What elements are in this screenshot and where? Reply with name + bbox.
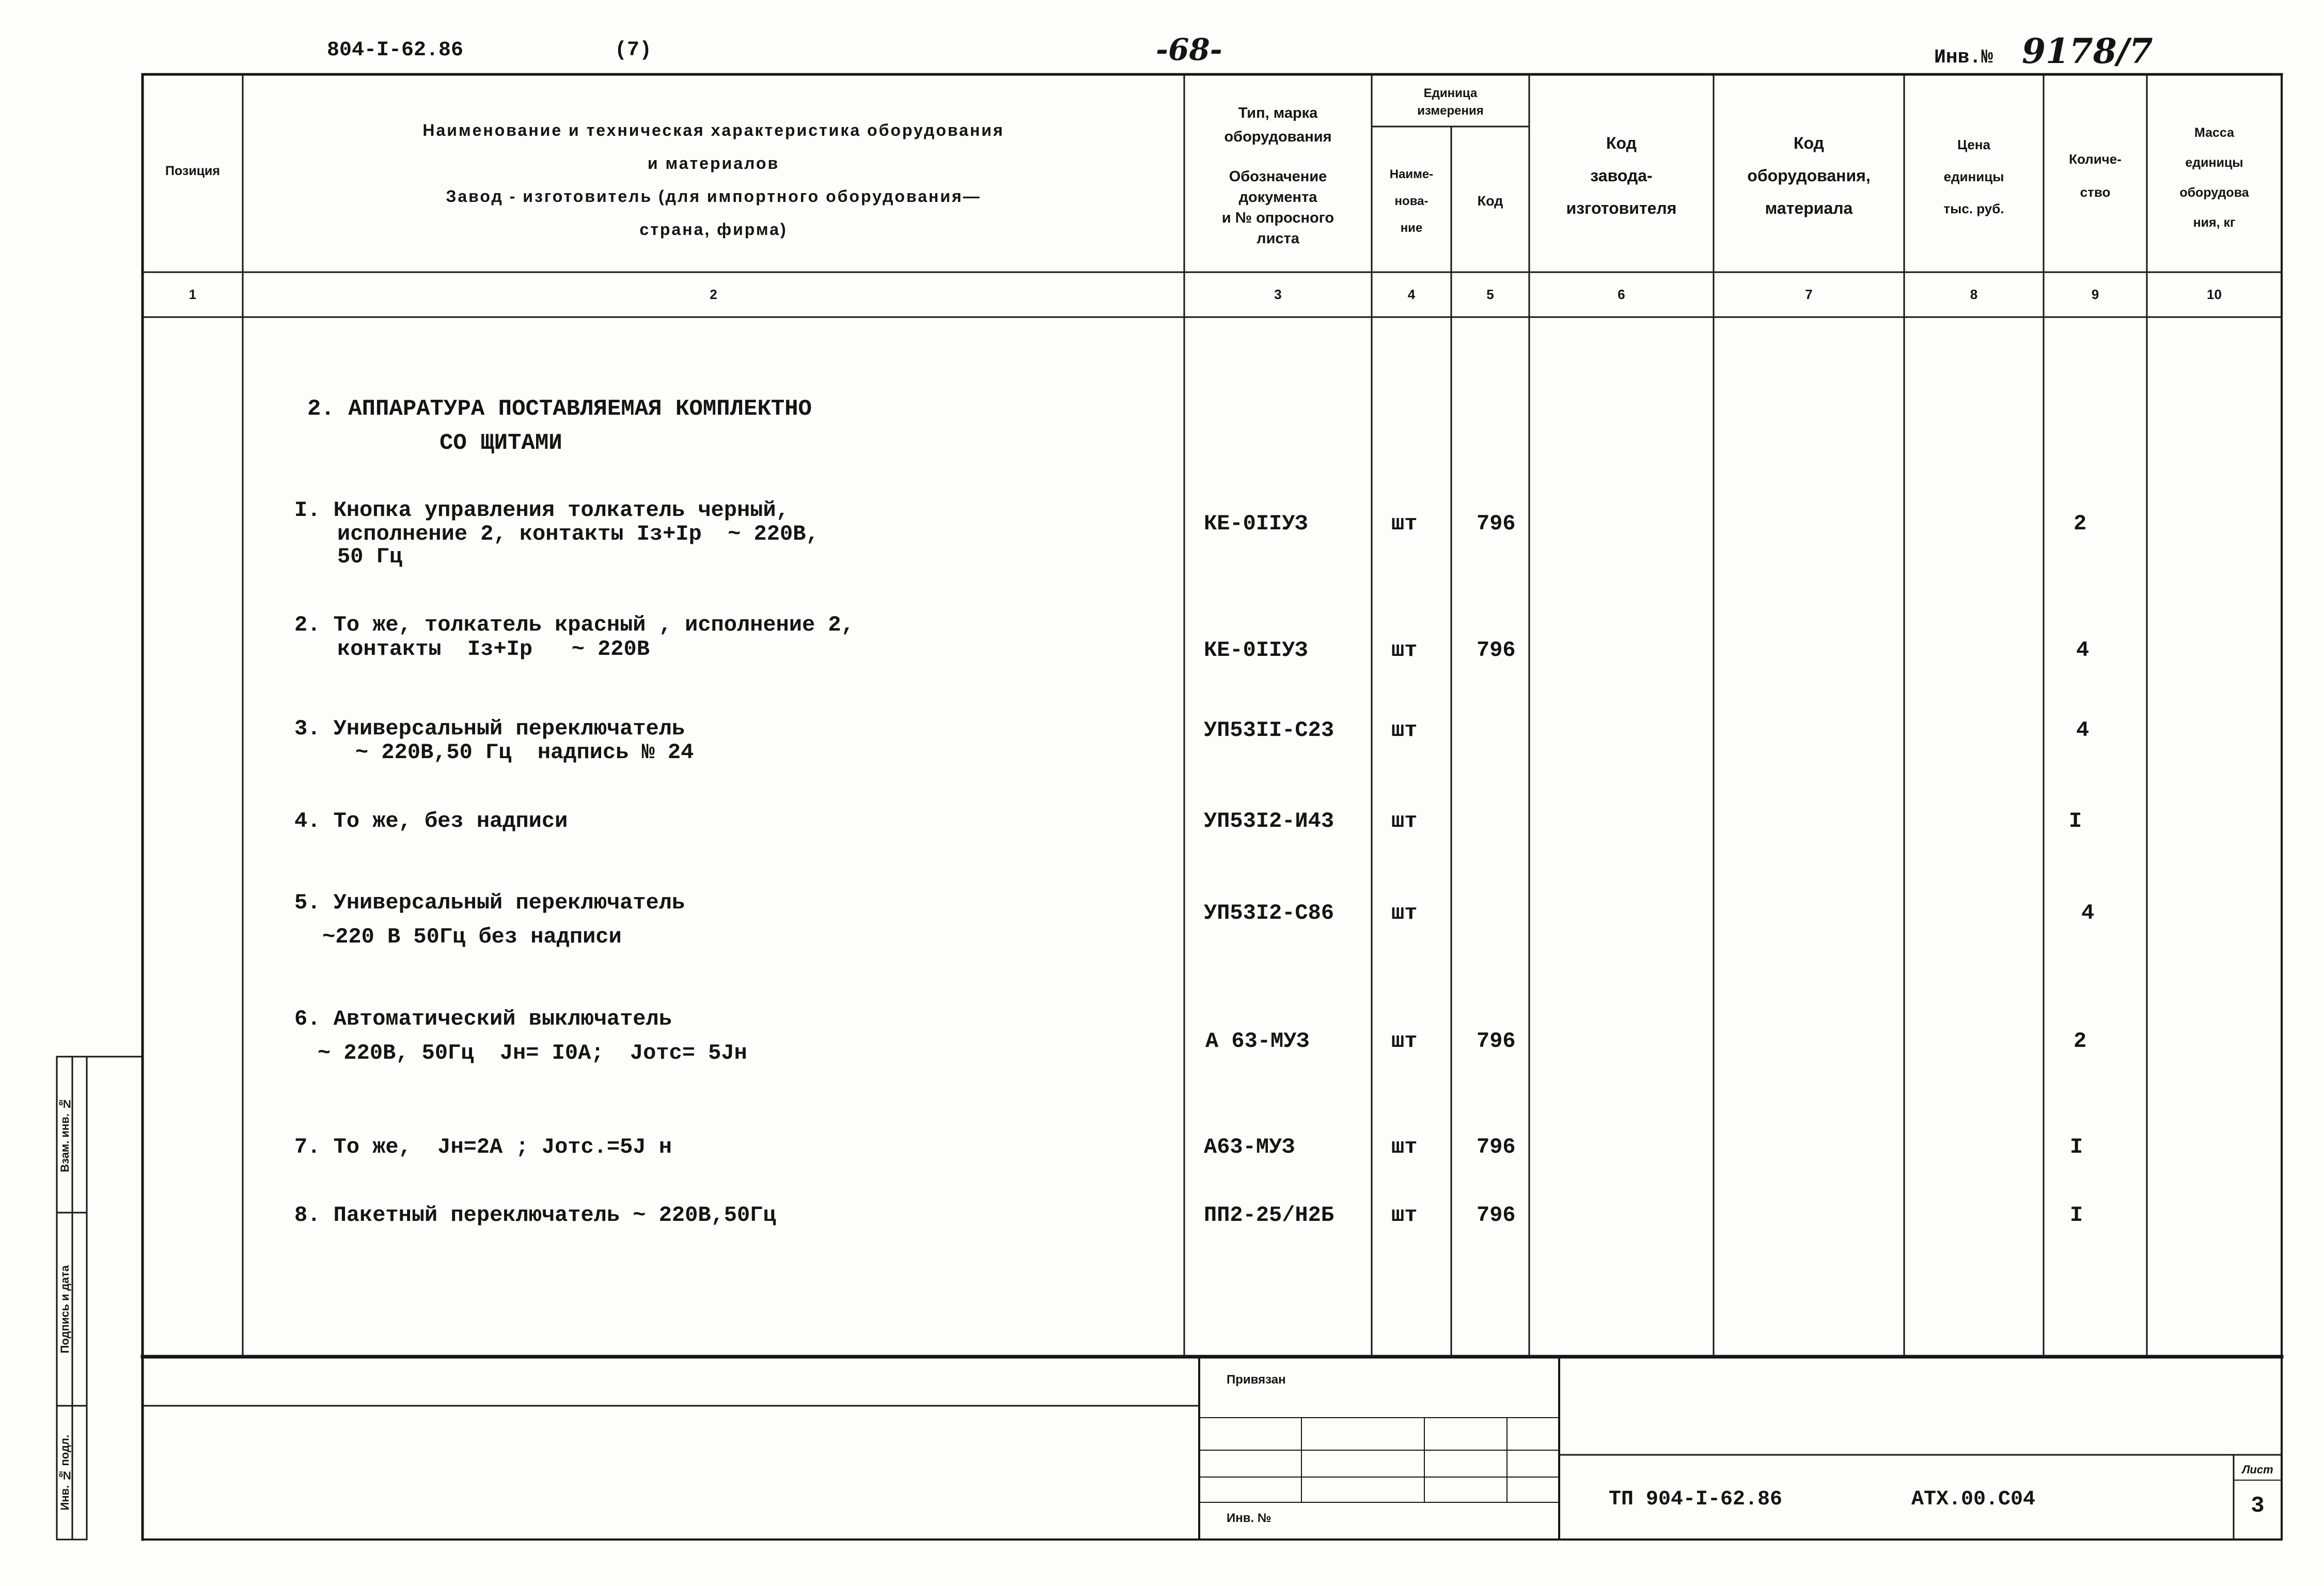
title-inventory-label: Инв. № [1227,1511,1271,1525]
item-name: ~220 В 50Гц без надписи [322,924,622,949]
column-number: 9 [2091,287,2099,302]
attached-label: Привязан [1227,1373,1286,1387]
header-line: Код [1794,134,1824,152]
header-line: тыс. руб. [1943,201,2004,216]
item-name: 6. Автоматический выключатель [294,1007,672,1031]
side-stamp-replacement [58,1057,72,1213]
header-position [143,163,243,179]
header-line: ние [1400,221,1423,235]
header-equipment-code [1714,127,1904,225]
header-price [1904,129,2044,225]
top-sequence-number: (7) [615,39,652,62]
item-type: А63-МУЗ [1204,1135,1295,1159]
header-line: оборудования, [1747,166,1871,185]
item-quantity: 2 [2074,1029,2087,1054]
header-line: Завод - изготовитель (для импортного оборудования— [446,187,981,206]
header-line: Единица [1423,86,1478,100]
item-type: УП53II-С23 [1204,718,1334,743]
item-unit: шт [1391,638,1418,663]
item-name: исполнение 2, контакты Iз+Iр ~ 220В, [337,522,819,546]
item-name: 3. Универсальный переключатель [294,716,685,741]
header-line: и № опросного [1221,210,1334,226]
item-unit: шт [1391,1029,1418,1054]
item-unit: шт [1391,809,1418,834]
header-type [1184,101,1372,149]
column-number: 7 [1805,287,1813,302]
item-quantity: 4 [2076,638,2090,663]
item-unit: шт [1391,718,1418,743]
column-number: 1 [189,287,197,302]
header-line: Код [1477,193,1503,209]
header-line: страна, фирма) [639,220,788,239]
header-line: измерения [1417,104,1484,118]
item-name: 50 Гц [337,544,403,569]
item-type: А 63-МУЗ [1205,1029,1310,1054]
column-number: 4 [1407,287,1416,302]
header-unit-group [1372,85,1529,120]
header-line: завода- [1590,166,1653,185]
item-unit-code: 796 [1477,1135,1516,1159]
title-designation: АТХ.00.С04 [1911,1488,2036,1511]
header-line: материала [1765,199,1853,217]
item-unit: шт [1391,1135,1418,1159]
header-name [243,114,1184,246]
side-stamp-signature [58,1213,72,1406]
inventory-number: 9178/7 [2022,31,2153,71]
header-unit-name [1372,161,1451,242]
header-line: единицы [2185,155,2243,170]
sheet-number [2234,1493,2282,1519]
item-quantity: I [2069,809,2082,834]
item-type: КЕ-0IIУЗ [1204,511,1308,536]
sheet-label [2234,1463,2282,1477]
column-number: 3 [1274,287,1282,302]
header-line: Количе- [2069,151,2122,167]
item-name: контакты Iз+Iр ~ 220В [337,637,650,662]
item-type: КЕ-0IIУЗ [1204,638,1308,663]
item-quantity: 4 [2076,718,2090,743]
item-name: I. Кнопка управления толкатель черный, [294,498,789,523]
header-line: листа [1257,230,1299,247]
item-unit-code: 796 [1477,638,1516,663]
item-name: ~ 220В,50 Гц надпись № 24 [355,740,694,765]
header-line: оборудования [1224,129,1332,145]
item-quantity: I [2070,1203,2083,1228]
item-type: УП53I2-И43 [1204,809,1334,834]
header-line: ство [2080,184,2111,200]
item-type: УП53I2-С86 [1204,901,1334,925]
item-name: 7. То же, Jн=2А ; Jотс.=5J н [294,1135,672,1159]
header-line: единицы [1943,169,2004,184]
header-unit-code [1451,192,1529,210]
item-unit-code: 796 [1477,511,1516,536]
header-document [1184,166,1372,249]
header-line: Наименование и техническая характеристика оборудования [422,121,1004,139]
sheet-number-text: 3 [2251,1493,2265,1519]
column-number: 2 [710,287,717,302]
title-document-code: ТП 904-I-62.86 [1609,1488,1783,1511]
side-stamp-original [58,1406,72,1540]
header-line: Тип, марка [1238,105,1318,121]
header-position-label: Позиция [165,164,221,178]
header-maker-code [1529,127,1714,225]
header-line: оборудова [2179,185,2249,200]
header-line: документа [1238,189,1317,206]
item-unit: шт [1391,1203,1418,1228]
top-document-code: 804-I-62.86 [327,39,464,62]
header-quantity [2044,143,2147,209]
column-dividers [243,74,2147,1357]
sheet-label-text: Лист [2242,1463,2273,1476]
header-line: Наиме- [1389,167,1434,181]
side-stamp-original-label: Инв. № подл. [58,1435,71,1511]
item-name: 8. Пакетный переключатель ~ 220В,50Гц [294,1203,776,1228]
column-number: 6 [1618,287,1625,302]
item-unit: шт [1391,901,1418,925]
header-line: нова- [1394,194,1428,208]
inventory-label: Инв.№ [1934,46,1993,69]
column-number: 5 [1486,287,1494,302]
section-title-continued: СО ЩИТАМИ [439,430,562,456]
side-stamp-signature-label: Подпись и дата [58,1265,71,1354]
item-unit-code: 796 [1477,1029,1516,1054]
side-stamp-replacement-label: Взам. инв. № [58,1097,71,1172]
header-line: ния, кг [2193,215,2236,230]
item-unit-code: 796 [1477,1203,1516,1228]
section-title: 2. АППАРАТУРА ПОСТАВЛЯЕМАЯ КОМПЛЕКТНО [307,396,812,422]
header-mass [2147,118,2282,238]
item-name: 5. Универсальный переключатель [294,890,685,915]
item-unit: шт [1391,511,1418,536]
header-line: Обозначение [1229,168,1327,185]
item-name: 4. То же, без надписи [294,809,568,834]
header-line: Код [1606,134,1637,152]
item-name: 2. То же, толкатель красный , исполнение 2, [294,613,854,637]
header-line: изготовителя [1566,199,1677,217]
header-line: и материалов [647,154,780,172]
item-quantity: 2 [2074,511,2087,536]
header-line: Масса [2194,125,2235,140]
item-type: ПП2-25/Н2Б [1204,1203,1334,1228]
item-quantity: I [2070,1135,2083,1159]
page-number: -68- [1156,32,1222,67]
header-line: Цена [1957,137,1990,152]
column-number: 10 [2207,287,2222,302]
item-name: ~ 220В, 50Гц Jн= I0А; Jотс= 5Jн [318,1041,747,1065]
column-number: 8 [1970,287,1978,302]
item-quantity: 4 [2081,901,2095,925]
